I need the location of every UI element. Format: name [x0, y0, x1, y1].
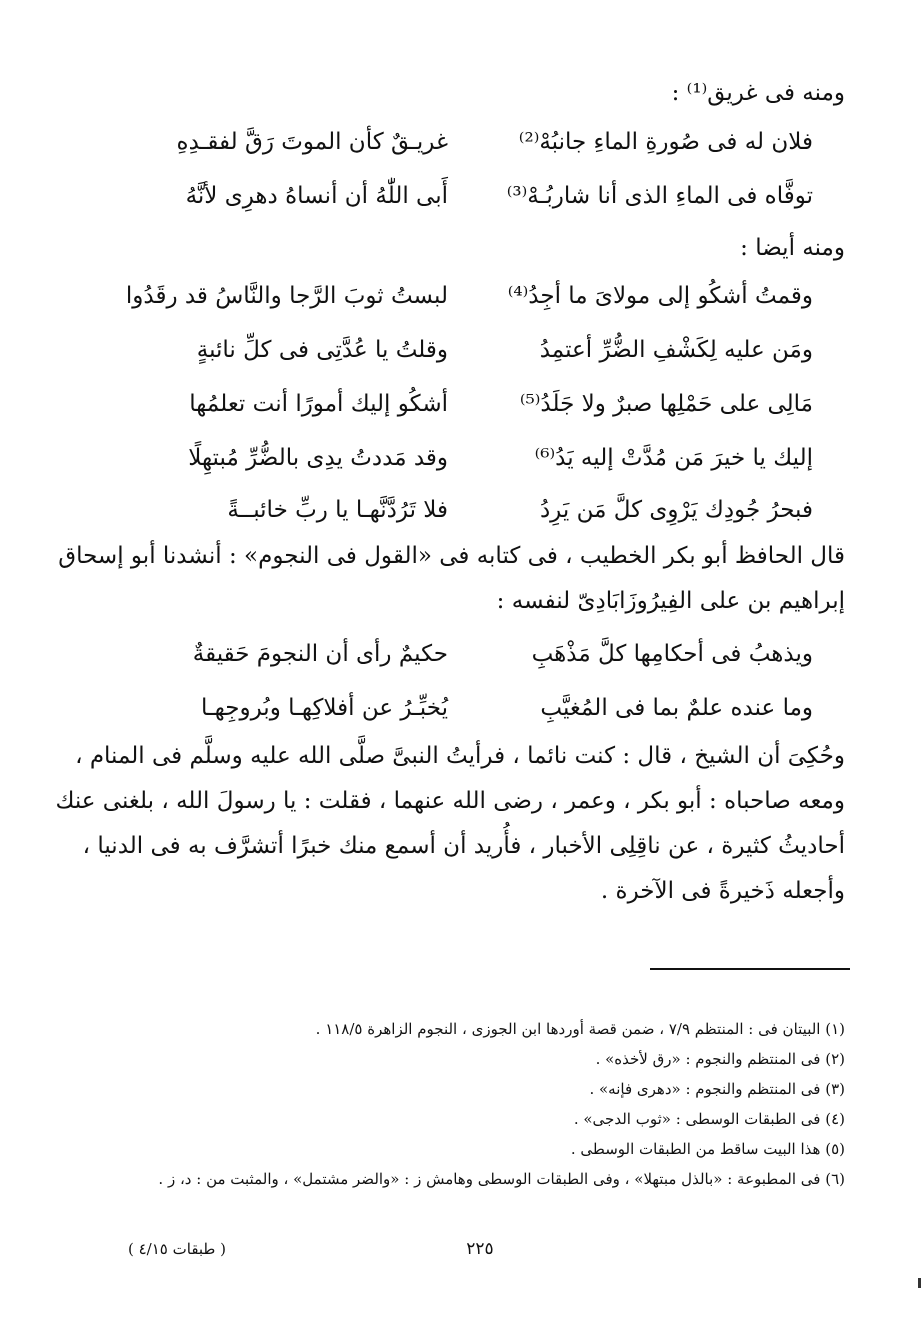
paragraph-line: أحاديثُ كثيرة ، عن ناقِلِى الأخبار ، فأُريد أن أسمع منك خبرًا أتشرَّف به فى الدنيا ، — [82, 833, 845, 859]
verse-first-hemistich: غريـقٌ كأن الموتَ رَقَّ لفقـدِهِ — [176, 129, 448, 155]
paragraph-line: إبراهيم بن على الفِيرُوزَابَادِىّ لنفسه : — [496, 588, 845, 614]
footnote-divider — [650, 968, 850, 970]
paragraph-line: وأجعله ذَخيرةً فى الآخرة . — [600, 878, 845, 904]
verse-second-hemistich: وما عنده علمٌ بما فى المُغيَّبِ — [540, 695, 813, 721]
verse-second-hemistich: إليك يا خيرَ مَن مُدَّتْ إليه يَدُ⁽⁶⁾ — [534, 445, 813, 471]
paragraph-line: وحُكِىَ أن الشيخ ، قال : كنت نائما ، فرأيتُ النبىَّ صلَّى الله عليه وسلَّم فى المنام ، — [75, 743, 845, 769]
verse-first-hemistich: حكيمٌ رأى أن النجومَ حَقيقةٌ — [192, 641, 448, 667]
page-number: ٢٢٥ — [466, 1239, 494, 1259]
paragraph-dream — [55, 734, 845, 914]
verse-row — [0, 686, 923, 730]
intro-drowned: ومنه فى غريق⁽¹⁾ : — [671, 80, 845, 106]
footnote-3: (٣) فى المنتظم والنجوم : «دهرى فإنه» . — [589, 1080, 845, 1098]
verse-second-hemistich: ومَن عليه لِكَشْفِ الضُّرِّ أعتمِدُ — [539, 337, 813, 363]
paragraph-line: قال الحافظ أبو بكر الخطيب ، فى كتابه فى «القول فى النجوم» : أنشدنا أبو إسحاق — [58, 543, 845, 569]
intro-also: ومنه أيضا : — [740, 235, 845, 261]
verse-first-hemistich: أشكُو إليك أمورًا أنت تعلمُها — [189, 391, 448, 417]
signature-mark: ( طبقات ٤/١٥ ) — [128, 1240, 226, 1258]
verse-first-hemistich: لبستُ ثوبَ الرَّجا والنَّاسُ قد رقَدُوا — [125, 283, 448, 309]
paragraph-line: ومعه صاحباه : أبو بكر ، وعمر ، رضى الله عنهما ، فقلت : يا رسولَ الله ، بلغنى عنك — [55, 788, 845, 814]
footnote-2: (٢) فى المنتظم والنجوم : «رق لأخذه» . — [595, 1050, 845, 1068]
edge-mark — [918, 1278, 921, 1288]
verse-second-hemistich: توفَّاه فى الماءِ الذى أنا شاربُـهْ⁽³⁾ — [506, 183, 813, 209]
verse-first-hemistich: فلا تَرُدَّنَّهـا يا ربِّ خائبــةً — [227, 497, 448, 523]
footnote-5: (٥) هذا البيت ساقط من الطبقات الوسطى . — [570, 1140, 845, 1158]
verse-row — [0, 120, 923, 164]
verse-second-hemistich: فبحرُ جُودِك يَرْوِى كلَّ مَن يَرِدُ — [539, 497, 813, 523]
verse-second-hemistich: وقمتُ أشكُو إلى مولاىَ ما أجِدُ⁽⁴⁾ — [507, 283, 813, 309]
footnote-6: (٦) فى المطبوعة : «بالذل مبتهلا» ، وفى الطبقات الوسطى وهامش ز : «والضر مشتمل» ، والمثبت من : د، ز . — [158, 1170, 845, 1188]
verse-first-hemistich: أَبى اللّٰهُ أن أنساهُ دهرِى لأنَّهُ — [185, 183, 448, 209]
footnote-1: (١) البيتان فى : المنتظم ٧/٩ ، ضمن قصة أوردها ابن الجوزى ، النجوم الزاهرة ١١٨/٥ . — [315, 1020, 845, 1038]
paragraph-khatib — [58, 534, 845, 624]
verse-first-hemistich: وقد مَددتُ يدِى بالضُّرِّ مُبتهِلًا — [188, 445, 448, 471]
verse-second-hemistich: مَالِى على حَمْلِها صبرٌ ولا جَلَدُ⁽⁵⁾ — [519, 391, 813, 417]
verse-row — [0, 488, 923, 532]
verse-row — [0, 382, 923, 426]
verse-first-hemistich: وقلتُ يا عُدَّتِى فى كلِّ نائبةٍ — [196, 337, 448, 363]
verse-second-hemistich: فلان له فى صُورةِ الماءِ جانبُهْ⁽²⁾ — [518, 129, 813, 155]
footnote-4: (٤) فى الطبقات الوسطى : «ثوب الدجى» . — [573, 1110, 845, 1128]
verse-row — [0, 632, 923, 676]
verse-row — [0, 328, 923, 372]
verse-second-hemistich: ويذهبُ فى أحكامِها كلَّ مَذْهَبِ — [531, 641, 813, 667]
verse-row — [0, 174, 923, 218]
verse-row — [0, 274, 923, 318]
verse-row — [0, 436, 923, 480]
verse-first-hemistich: يُخبِّـرُ عن أفلاكِهـا وبُروجِهـا — [200, 695, 448, 721]
